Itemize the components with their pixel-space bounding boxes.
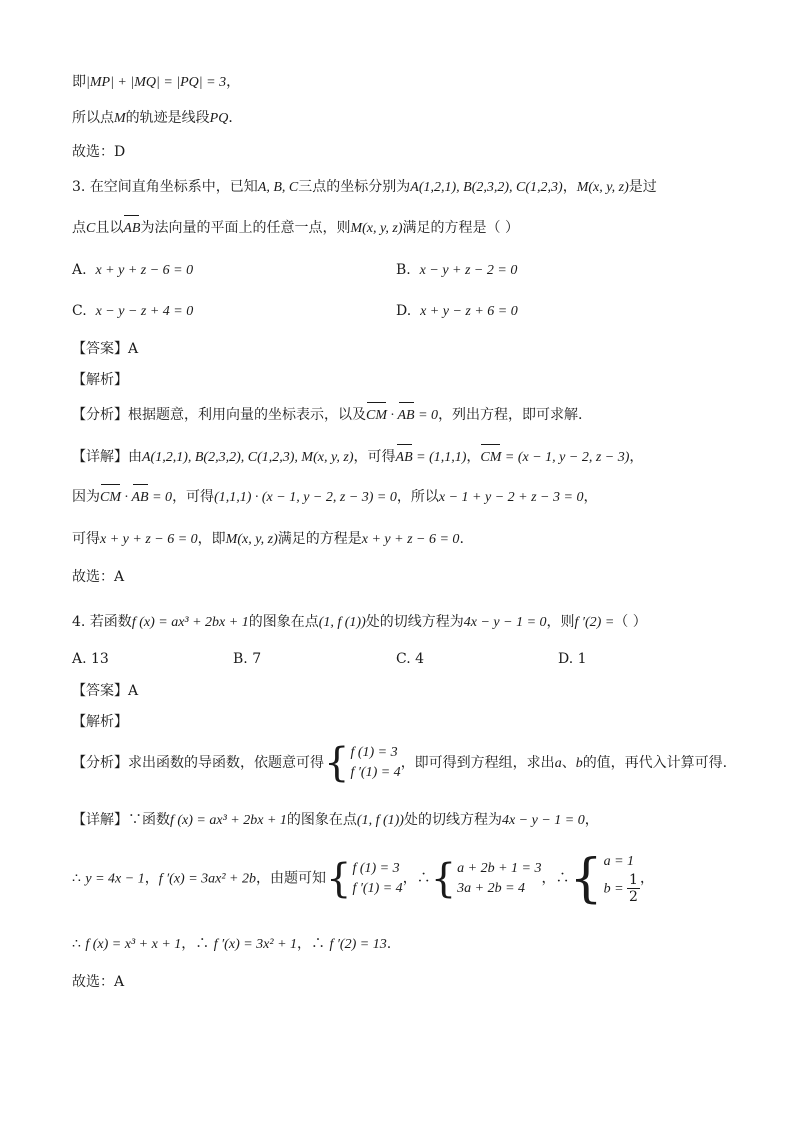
- math-expr: |MP| + |MQ| = |PQ| = 3: [86, 75, 227, 90]
- fraction: $\frac{1}{2}$: [629, 872, 638, 905]
- question-3-stem-cont: 点C且以AB为法向量的平面上的任意一点，则M(x, y, z)满足的方程是（ ）: [72, 218, 519, 239]
- option-c: C. 4: [396, 651, 425, 667]
- option-d: D. x + y − z + 6 = 0: [396, 303, 518, 319]
- option-a: A. 13: [72, 651, 109, 667]
- answer-choice: 故选：D: [72, 144, 126, 160]
- text-line: 即|MP| + |MQ| = |PQ| = 3，: [72, 74, 241, 90]
- equation-system: { a + 2b + 1 = 3 3a + 2b = 4: [430, 855, 542, 902]
- analysis-label: 【解析】: [72, 714, 128, 730]
- option-b: B. x − y + z − 2 = 0: [396, 262, 518, 278]
- answer-label: 【答案】A: [72, 341, 139, 357]
- answer-choice: 故选：A: [72, 974, 125, 990]
- option-a: A. x + y + z − 6 = 0: [72, 262, 194, 278]
- answer-choice: 故选：A: [72, 569, 125, 585]
- text-line: 可得x + y + z − 6 = 0，即M(x, y, z)满足的方程是x + y + z − 6 = 0.: [72, 531, 464, 547]
- equation-system: { f (1) = 3 f ′(1) = 4: [326, 855, 403, 902]
- text-line: 所以点M的轨迹是线段PQ．: [72, 110, 243, 126]
- equation-system: { a = 1 b = $\frac{1}{2}$: [569, 848, 638, 909]
- option-c: C. x − y − z + 4 = 0: [72, 303, 194, 319]
- answer-label: 【答案】A: [72, 683, 139, 699]
- analysis-xiangjie: 【详解】由A(1,2,1), B(2,3,2), C(1,2,3), M(x, y, z)，可得AB = (1,1,1)，CM = (x − 1, y − 2, z − 3)，: [72, 447, 643, 468]
- option-b: B. 7: [233, 651, 262, 667]
- analysis-xiangjie: 【详解】∵函数f (x) = ax³ + 2bx + 1的图象在点(1, f (1))处的切线方程为4x − y − 1 = 0，: [72, 812, 599, 828]
- analysis-label: 【解析】: [72, 372, 128, 388]
- analysis-fenxi: 【分析】根据题意，利用向量的坐标表示，以及CM · AB = 0，列出方程，即可求解.: [72, 405, 583, 426]
- equation-system: { f (1) = 3 f ′(1) = 4: [324, 740, 401, 786]
- question-4-stem: 4. 若函数f (x) = ax³ + 2bx + 1的图象在点(1, f (1))处的切线方程为4x − y − 1 = 0，则f ′(2) =（ ）: [72, 614, 647, 630]
- text-line: 因为CM · AB = 0，可得(1,1,1) · (x − 1, y − 2, z − 3) = 0，所以x − 1 + y − 2 + z − 3 = 0，: [72, 487, 597, 508]
- vector-ab: AB: [123, 219, 140, 239]
- analysis-fenxi: 【分析】求出函数的导函数，依题意可得 { f (1) = 3 f ′(1) = 4 ，即可得到方程组，求出a、b的值，再代入计算可得.: [72, 740, 728, 786]
- text-line: ∴ f (x) = x³ + x + 1，∴ f ′(x) = 3x² + 1，∴ f ′(2) = 13.: [72, 936, 392, 952]
- question-3-stem: 3. 在空间直角坐标系中，已知A, B, C三点的坐标分别为A(1,2,1), B(2,3,2), C(1,2,3)，M(x, y, z)是过: [72, 179, 657, 195]
- text-line: ∴ y = 4x − 1，f ′(x) = 3ax² + 2b，由题可知 { f (1) = 3 f ′(1) = 4 ，∴ { a + 2b + 1 = 3 3a + 2b = 4 ，∴ { a = 1 b = $\frac{1}{2}$ ，: [72, 848, 654, 909]
- option-d: D. 1: [558, 651, 587, 667]
